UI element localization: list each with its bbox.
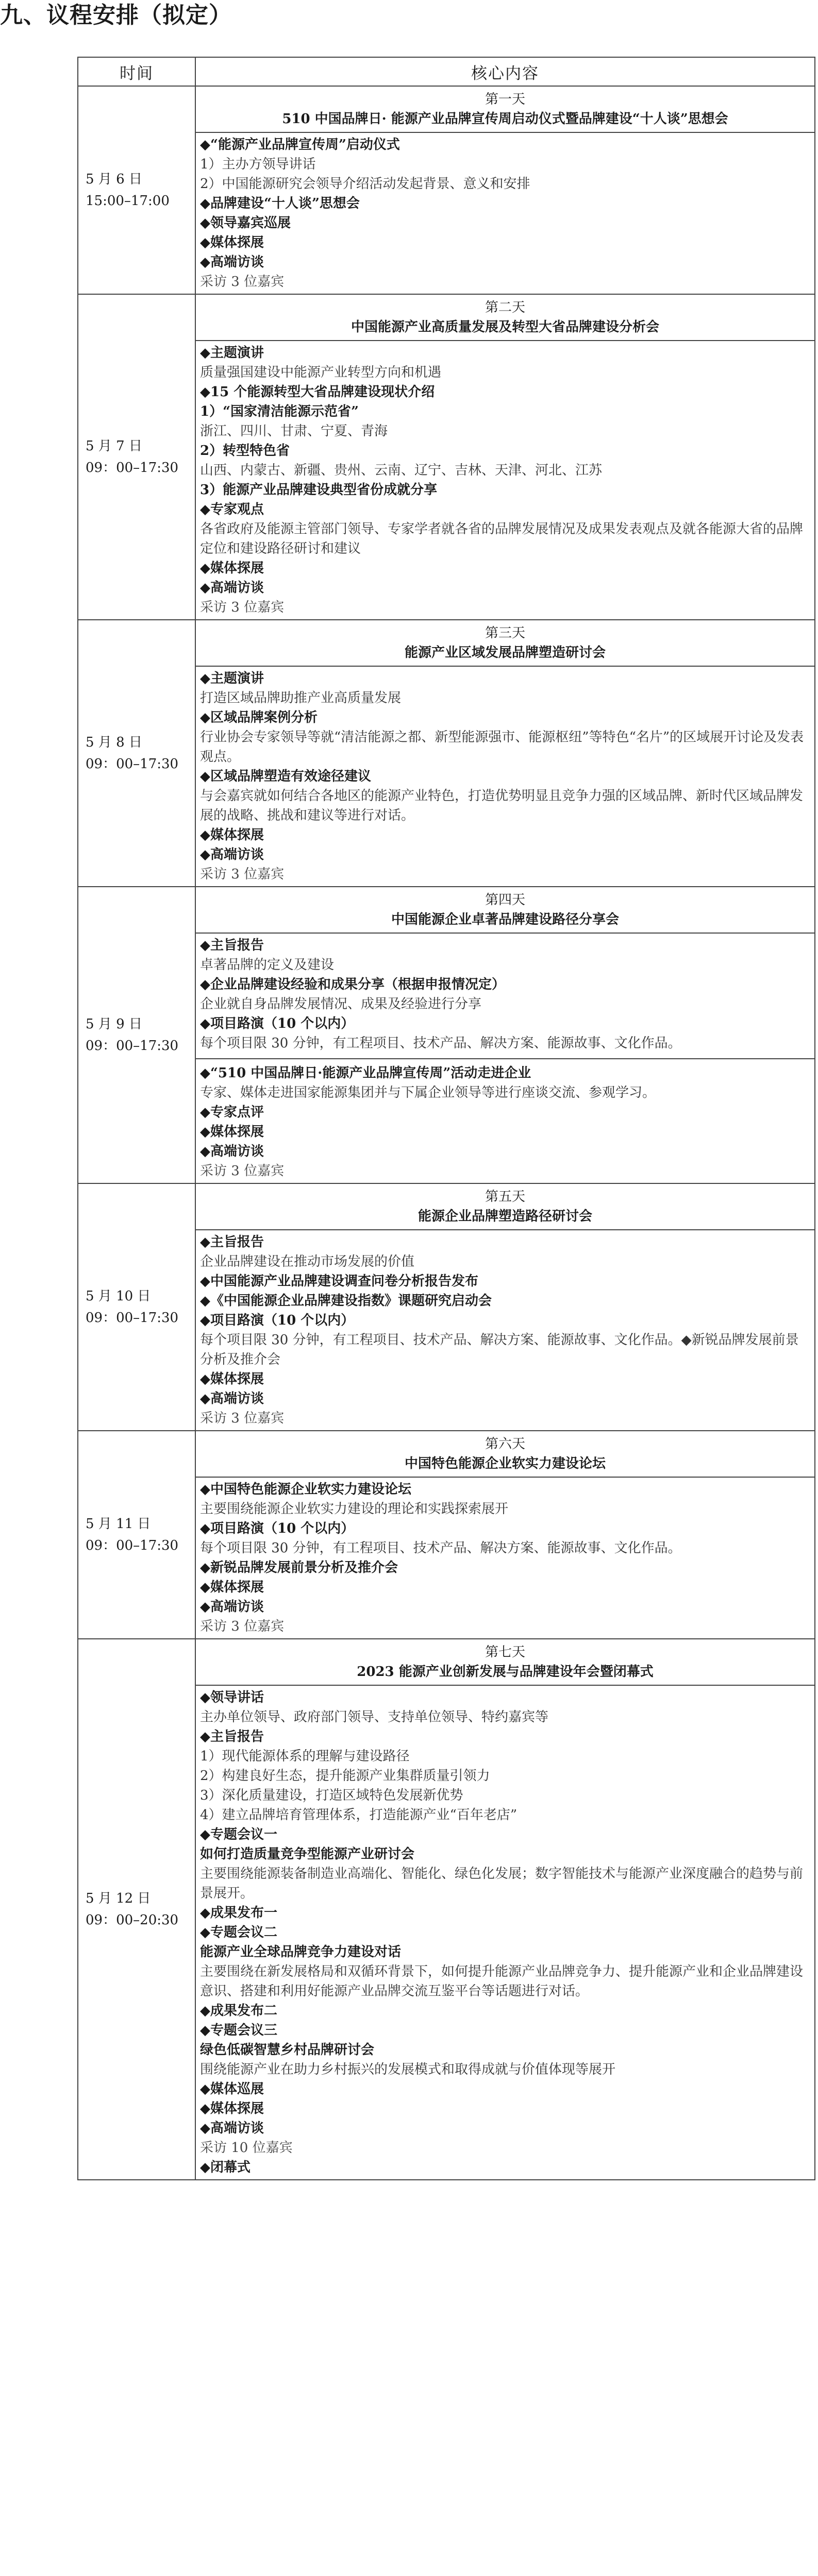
agenda-detail: 2）中国能源研究会领导介绍活动发起背景、意义和安排 <box>200 176 530 192</box>
agenda-item: ◆15 个能源转型大省品牌建设现状介绍 <box>200 384 435 400</box>
content-section <box>196 667 814 886</box>
agenda-detail: 采访 3 位嘉宾 <box>200 867 285 882</box>
time-box <box>78 1285 195 1329</box>
agenda-item: 2）转型特色省 <box>200 443 290 459</box>
day-content <box>195 341 815 620</box>
agenda-item: 3）能源产业品牌建设典型省份成就分享 <box>200 482 438 498</box>
day-title: 能源产业区域发展品牌塑造研讨会 <box>404 645 606 660</box>
day-header <box>195 1183 815 1230</box>
agenda-detail: 行业协会专家领导等就“清洁能源之都、新型能源强市、能源枢纽”等特色“名片”的区域展开讨论及发表观点。 <box>200 730 804 765</box>
agenda-detail: 各省政府及能源主管部门领导、专家学者就各省的品牌发展情况及成果发表观点及就各能源大省的品牌定位和建设路径研讨和建议 <box>200 521 804 556</box>
time-box <box>78 168 195 212</box>
content-section <box>196 934 814 1055</box>
agenda-detail: 采访 3 位嘉宾 <box>200 600 285 615</box>
day-date: 5 月 11 日 <box>86 1516 151 1532</box>
agenda-detail: 采访 3 位嘉宾 <box>200 274 285 290</box>
day-label: 第一天 <box>485 92 525 107</box>
time-cell <box>78 887 195 1183</box>
agenda-detail: 采访 10 位嘉宾 <box>200 2140 293 2156</box>
agenda-item: ◆媒体探展 <box>200 561 264 576</box>
day-time: 09：00–17:30 <box>86 1538 179 1553</box>
day-header <box>195 294 815 341</box>
day-date: 5 月 8 日 <box>86 735 142 750</box>
agenda-item: ◆主旨报告 <box>200 1729 264 1744</box>
agenda-item: ◆专家观点 <box>200 502 264 517</box>
agenda-table <box>77 57 815 2180</box>
day-head-row <box>78 1183 815 1230</box>
agenda-detail: 采访 3 位嘉宾 <box>200 1619 285 1634</box>
time-cell <box>78 1639 195 2180</box>
day-date: 5 月 10 日 <box>86 1289 151 1304</box>
agenda-item: ◆主旨报告 <box>200 938 264 953</box>
agenda-detail: 卓著品牌的定义及建设 <box>200 957 335 973</box>
agenda-item: ◆区域品牌塑造有效途径建议 <box>200 769 371 784</box>
day-label: 第三天 <box>485 625 525 641</box>
day-time: 09：00–17:30 <box>86 1038 179 1054</box>
agenda-detail: 1）主办方领导讲话 <box>200 157 316 172</box>
agenda-item: ◆领导嘉宾巡展 <box>200 215 291 231</box>
table-header-row <box>78 57 815 86</box>
time-cell <box>78 86 195 294</box>
agenda-item: ◆媒体探展 <box>200 1580 264 1595</box>
content-section <box>196 1686 814 2179</box>
time-box <box>78 1888 195 1931</box>
day-head-row <box>78 620 815 666</box>
time-cell <box>78 1431 195 1639</box>
day-content <box>195 1230 815 1431</box>
agenda-item: ◆新锐品牌发展前景分析及推介会 <box>200 1560 398 1575</box>
day-time: 15:00–17:00 <box>86 193 170 209</box>
agenda-item: ◆主旨报告 <box>200 1234 264 1250</box>
agenda-detail: 1）现代能源体系的理解与建设路径 <box>200 1749 410 1764</box>
agenda-detail: 采访 3 位嘉宾 <box>200 1163 285 1179</box>
day-header <box>195 1639 815 1685</box>
agenda-detail: 每个项目限 30 分钟，有工程项目、技术产品、解决方案、能源故事、文化作品。◆新锐品牌发展前景分析及推介会 <box>200 1332 799 1367</box>
day-title: 中国能源产业高质量发展及转型大省品牌建设分析会 <box>350 319 659 335</box>
agenda-item: ◆媒体探展 <box>200 827 264 843</box>
agenda-item: ◆企业品牌建设经验和成果分享（根据申报情况定） <box>200 977 505 992</box>
agenda-item: ◆高端访谈 <box>200 1391 264 1406</box>
content-section <box>196 341 814 619</box>
agenda-detail: 4）建立品牌培育管理体系，打造能源产业“百年老店” <box>200 1807 517 1823</box>
day-header <box>195 1431 815 1477</box>
agenda-item: ◆主题演讲 <box>200 671 264 686</box>
day-header <box>195 887 815 933</box>
agenda-item: ◆成果发布二 <box>200 2003 277 2019</box>
agenda-detail: 主办单位领导、政府部门领导、支持单位领导、特约嘉宾等 <box>200 1709 549 1725</box>
agenda-detail: 山西、内蒙古、新疆、贵州、云南、辽宁、吉林、天津、河北、江苏 <box>200 463 603 478</box>
time-box <box>78 435 195 479</box>
day-label: 第四天 <box>485 892 525 908</box>
agenda-item: ◆《中国能源企业品牌建设指数》课题研究启动会 <box>200 1293 492 1309</box>
agenda-detail: 与会嘉宾就如何结合各地区的能源产业特色，打造优势明显且竞争力强的区域品牌、新时代区域品牌发展的战略、挑战和建议等进行对话。 <box>200 788 804 823</box>
agenda-item: 绿色低碳智慧乡村品牌研讨会 <box>200 2042 375 2058</box>
agenda-item: ◆高端访谈 <box>200 1599 264 1615</box>
day-time: 09：00–17:30 <box>86 1310 179 1326</box>
content-section <box>196 133 814 294</box>
agenda-item: 如何打造质量竞争型能源产业研讨会 <box>200 1846 415 1862</box>
agenda-item: ◆项目路演（10 个以内） <box>200 1521 355 1536</box>
time-box <box>78 1513 195 1556</box>
agenda-item: 1）“国家清洁能源示范省” <box>200 404 359 419</box>
day-content <box>195 1685 815 2180</box>
agenda-item: ◆中国特色能源企业软实力建设论坛 <box>200 1482 411 1497</box>
day-date: 5 月 7 日 <box>86 438 142 454</box>
agenda-body <box>78 86 815 2180</box>
agenda-detail: 主要围绕能源装备制造业高端化、智能化、绿色化发展；数字智能技术与能源产业深度融合的趋势与前景展开。 <box>200 1866 804 1901</box>
agenda-detail: 企业就自身品牌发展情况、成果及经验进行分享 <box>200 996 482 1012</box>
day-title: 2023 能源产业创新发展与品牌建设年会暨闭幕式 <box>357 1664 654 1680</box>
agenda-item: ◆项目路演（10 个以内） <box>200 1016 355 1031</box>
agenda-detail: 企业品牌建设在推动市场发展的价值 <box>200 1254 415 1269</box>
agenda-item: ◆专家点评 <box>200 1105 264 1120</box>
day-time: 09：00–17:30 <box>86 756 179 772</box>
day-head-row <box>78 887 815 933</box>
agenda-detail: 每个项目限 30 分钟，有工程项目、技术产品、解决方案、能源故事、文化作品。 <box>200 1036 681 1051</box>
day-title: 中国特色能源企业软实力建设论坛 <box>404 1456 606 1471</box>
day-content <box>195 1477 815 1639</box>
agenda-item: ◆品牌建设“十人谈”思想会 <box>200 196 360 211</box>
day-head-row <box>78 1639 815 1685</box>
agenda-item: ◆专题会议一 <box>200 1827 277 1842</box>
agenda-detail: 打造区域品牌助推产业高质量发展 <box>200 690 402 706</box>
agenda-item: ◆专题会议三 <box>200 2023 277 2038</box>
agenda-detail: 2）构建良好生态，提升能源产业集群质量引领力 <box>200 1768 490 1784</box>
day-head-row <box>78 1431 815 1477</box>
agenda-item: ◆成果发布一 <box>200 1905 277 1921</box>
day-title: 中国能源企业卓著品牌建设路径分享会 <box>391 912 619 927</box>
day-date: 5 月 6 日 <box>86 172 142 187</box>
agenda-detail: 浙江、四川、甘肃、宁夏、青海 <box>200 423 388 439</box>
agenda-detail: 3）深化质量建设，打造区域特色发展新优势 <box>200 1788 463 1803</box>
agenda-item: 能源产业全球品牌竞争力建设对话 <box>200 1944 402 1960</box>
agenda-item: ◆闭幕式 <box>200 2160 251 2175</box>
agenda-item: ◆中国能源产业品牌建设调查问卷分析报告发布 <box>200 1274 478 1289</box>
agenda-detail: 采访 3 位嘉宾 <box>200 1411 285 1426</box>
agenda-item: ◆高端访谈 <box>200 580 264 596</box>
agenda-item: ◆媒体探展 <box>200 1371 264 1387</box>
header-time: 时间 <box>78 57 195 86</box>
day-label: 第五天 <box>485 1189 525 1205</box>
time-cell <box>78 620 195 887</box>
content-section <box>196 1478 814 1638</box>
day-date: 5 月 9 日 <box>86 1016 142 1032</box>
agenda-item: ◆高端访谈 <box>200 255 264 270</box>
time-cell <box>78 294 195 620</box>
day-label: 第七天 <box>485 1645 525 1660</box>
agenda-item: ◆媒体探展 <box>200 2101 264 2116</box>
day-head-row <box>78 294 815 341</box>
agenda-item: ◆专题会议二 <box>200 1925 277 1940</box>
day-head-row <box>78 86 815 132</box>
agenda-item: ◆领导讲话 <box>200 1690 264 1705</box>
agenda-detail: 专家、媒体走进国家能源集团并与下属企业领导等进行座谈交流、参观学习。 <box>200 1085 656 1100</box>
time-cell <box>78 1183 195 1431</box>
day-label: 第二天 <box>485 300 525 315</box>
agenda-detail: 主要围绕能源企业软实力建设的理论和实践探索展开 <box>200 1501 509 1517</box>
agenda-item: ◆高端访谈 <box>200 847 264 862</box>
agenda-item: ◆媒体探展 <box>200 235 264 250</box>
section-heading: 九、议程安排（拟定） <box>0 2 232 28</box>
agenda-item: ◆媒体探展 <box>200 1124 264 1140</box>
agenda-item: ◆项目路演（10 个以内） <box>200 1313 355 1328</box>
agenda-item: ◆主题演讲 <box>200 345 264 361</box>
agenda-item: ◆“能源产业品牌宣传周”启动仪式 <box>200 137 400 152</box>
agenda-detail: 主要围绕在新发展格局和双循环背景下，如何提升能源产业品牌竞争力、提升能源产业和企业品牌建设意识、搭建和利用好能源产业品牌交流互鉴平台等话题进行对话。 <box>200 1964 804 1999</box>
header-content: 核心内容 <box>195 57 815 86</box>
day-header <box>195 620 815 666</box>
time-box <box>78 1013 195 1057</box>
agenda-item: ◆媒体巡展 <box>200 2081 264 2097</box>
agenda-detail: 质量强国建设中能源产业转型方向和机遇 <box>200 365 442 380</box>
day-label: 第六天 <box>485 1436 525 1452</box>
agenda-item: ◆高端访谈 <box>200 2121 264 2136</box>
day-title: 能源企业品牌塑造路径研讨会 <box>418 1209 592 1224</box>
day-content <box>195 666 815 887</box>
day-time: 09：00–17:30 <box>86 460 179 476</box>
content-section <box>196 1058 814 1183</box>
day-header <box>195 86 815 132</box>
day-date: 5 月 12 日 <box>86 1891 151 1906</box>
agenda-item: ◆区域品牌案例分析 <box>200 710 318 725</box>
time-box <box>78 732 195 775</box>
day-content <box>195 132 815 294</box>
day-time: 09：00–20:30 <box>86 1912 179 1928</box>
agenda-item: ◆高端访谈 <box>200 1144 264 1159</box>
agenda-item: ◆“510 中国品牌日·能源产业品牌宣传周”活动走进企业 <box>200 1065 531 1081</box>
content-section <box>196 1230 814 1430</box>
agenda-detail: 每个项目限 30 分钟，有工程项目、技术产品、解决方案、能源故事、文化作品。 <box>200 1540 681 1556</box>
day-content <box>195 933 815 1183</box>
agenda-detail: 围绕能源产业在助力乡村振兴的发展模式和取得成就与价值体现等展开 <box>200 2062 616 2077</box>
day-title: 510 中国品牌日· 能源产业品牌宣传周启动仪式暨品牌建设“十人谈”思想会 <box>282 111 728 127</box>
